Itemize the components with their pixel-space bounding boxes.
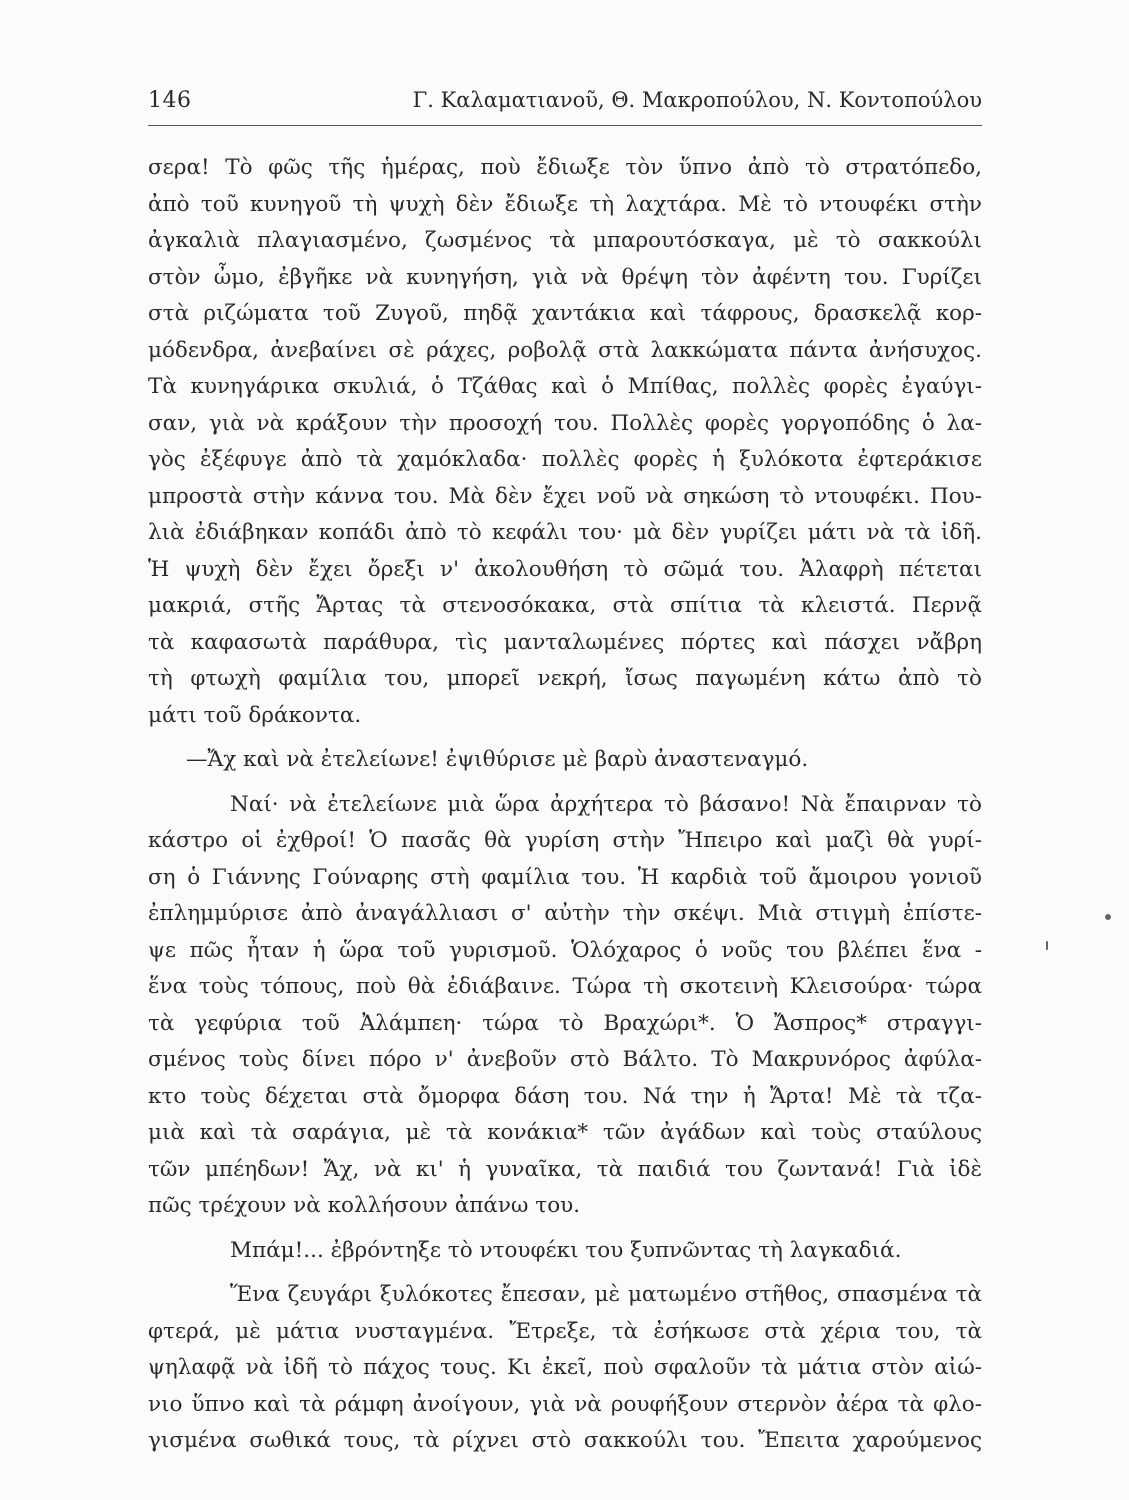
text-line: τὴ φτωχὴ φαμίλια του, μπορεῖ νεκρή, ἴσως παγωμένη κάτω ἀπὸ τὸ [148,666,982,691]
header-rule [148,125,982,126]
paragraph-3 [148,787,982,1225]
text-line: Ἡ ψυχὴ δὲν ἔχει ὄρεξι ν' ἀκολουθήση τὸ σῶμά του. Ἀλαφρὴ πέτεται [148,556,982,582]
paragraph-gap [148,779,982,787]
text-line: σαν, γιὰ νὰ κράξουν τὴν προσοχή του. Πολλὲς φορὲς γοργοπόδης ὁ λα- [148,410,982,436]
text-line: κάστρο οἱ ἐχθροί! Ὁ πασᾶς θὰ γυρίση στὴν Ἤπειρο καὶ μαζὶ θὰ γυρί- [148,828,982,853]
text-line: ἕνα τοὺς τόπους, ποὺ θὰ ἐδιάβαινε. Τώρα τὴ σκοτεινὴ Κλεισούρα· τώρα [148,974,982,999]
text-line: νιο ὕπνο καὶ τὰ ράμφη ἀνοίγουν, γιὰ νὰ ρουφήξουν στερνὸν ἀέρα τὰ φλο- [148,1391,982,1417]
margin-speck [1105,914,1111,920]
text-line: Ναί· νὰ ἐτελείωνε μιὰ ὥρα ἀρχήτερα τὸ βάσανο! Νὰ ἔπαιρναν τὸ [230,791,982,817]
text-line: ἀγκαλιὰ πλαγιασμένο, ζωσμένος τὰ μπαρουτόσκαγα, μὲ τὸ σακκούλι [148,228,982,253]
text-line: ψηλαφᾷ νὰ ἰδῆ τὸ πάχος τους. Κι ἐκεῖ, ποὺ σφαλοῦν τὰ μάτια στὸν αἰώ- [148,1355,982,1380]
text-line: Τὰ κυνηγάρικα σκυλιά, ὁ Τζάθας καὶ ὁ Μπίθας, πολλὲς φορὲς ἐγαύγι- [148,374,982,399]
text-line: ἀπὸ τοῦ κυνηγοῦ τὴ ψυχὴ δὲν ἔδιωξε τὴ λαχτάρα. Μὲ τὸ ντουφέκι στὴν [148,191,982,217]
text-line: μακριά, στῆς Ἄρτας τὰ στενοσόκακα, στὰ σπίτια τὰ κλειστά. Περνᾷ [148,593,982,618]
text-line: τὰ γεφύρια τοῦ Ἀλάμπεη· τώρα τὸ Βραχώρι*. Ὁ Ἄσπρος* στραγγι- [148,1010,982,1036]
paragraph-1 [148,150,982,734]
paragraph-gap [148,1269,982,1277]
text-line: ἐπλημμύρισε ἀπὸ ἀναγάλλιασι σ' αὐτὴν τὴν σκέψι. Μιὰ στιγμὴ ἐπίστε- [148,901,982,926]
page-header [148,88,982,120]
text-line: στὸν ὦμο, ἐβγῆκε νὰ κυνηγήση, γιὰ νὰ θρέψη τὸν ἀφέντη του. Γυρίζει [148,264,982,290]
text-line: Ἕνα ζευγάρι ξυλόκοτες ἔπεσαν, μὲ ματωμένο στῆθος, σπασμένα τὰ [230,1282,982,1307]
text-line: Μπάμ!... ἐβρόντηξε τὸ ντουφέκι του ξυπνῶντας τὴ λαγκαδιά. [230,1237,902,1263]
paragraph-gap [148,1225,982,1233]
paragraph-2 [148,742,982,779]
body-text [148,150,982,1453]
text-line: μάτι τοῦ δράκοντα. [148,702,362,728]
text-line: τὰ καφασωτὰ παράθυρα, τὶς μανταλωμένες πόρτες καὶ πάσχει νἄβρη [148,629,982,655]
text-line: μιὰ καὶ τὰ σαράγια, μὲ τὰ κονάκια* τῶν ἀγάδων καὶ τοὺς σταύλους [148,1120,982,1145]
text-line: κτο τοὺς δέχεται στὰ ὄμορφα δάση του. Νά την ἡ Ἄρτα! Μὲ τὰ τζα- [148,1083,982,1109]
text-line: γὸς ἐξέφυγε ἀπὸ τὰ χαμόκλαδα· πολλὲς φορὲς ἡ ξυλόκοτα ἐφτεράκισε [148,447,982,472]
margin-speck [1046,941,1048,950]
text-line: πῶς τρέχουν νὰ κολλήσουν ἀπάνω του. [148,1193,581,1218]
text-line: λιὰ ἐδιάβηκαν κοπάδι ἀπὸ τὸ κεφάλι του· μὰ δὲν γυρίζει μάτι νὰ τὰ ἰδῆ. [148,520,982,545]
paragraph-gap [148,734,982,742]
text-line: ση ὁ Γιάννης Γούναρης στὴ φαμίλια του. Ἡ καρδιὰ τοῦ ἄμοιρου γονιοῦ [148,864,982,890]
text-line: φτερά, μὲ μάτια νυσταγμένα. Ἔτρεξε, τὰ ἐσήκωσε στὰ χέρια του, τὰ [148,1318,982,1344]
text-line: μπροστὰ στὴν κάννα του. Μὰ δὲν ἔχει νοῦ νὰ σηκώση τὸ ντουφέκι. Που- [148,483,982,509]
text-line: σερα! Τὸ φῶς τῆς ἡμέρας, ποὺ ἔδιωξε τὸν ὕπνο ἀπὸ τὸ στρατόπεδο, [148,155,982,180]
running-head: Γ. Καλαματιανοῦ, Θ. Μακροπούλου, Ν. Κοντοπούλου [412,88,982,112]
paragraph-5 [148,1277,982,1460]
paragraph-4 [148,1233,982,1270]
text-line: τῶν μπέηδων! Ἄχ, νὰ κι' ἡ γυναῖκα, τὰ παιδιά του ζωντανά! Γιὰ ἰδὲ [148,1156,982,1182]
text-line: στὰ ριζώματα τοῦ Ζυγοῦ, πηδᾷ χαντάκια καὶ τάφρους, δρασκελᾷ κορ- [148,301,982,326]
text-line: γισμένα σωθικά τους, τὰ ρίχνει στὸ σακκούλι του. Ἔπειτα χαρούμενος [148,1428,982,1453]
text-line: μόδενδρα, ἀνεβαίνει σὲ ράχες, ροβολᾷ στὰ λακκώματα πάντα ἀνήσυχος. [148,337,982,363]
text-line: ψε πῶς ἦταν ἡ ὥρα τοῦ γυρισμοῦ. Ὁλόχαρος ὁ νοῦς του βλέπει ἕνα - [148,937,982,963]
text-line: —Ἄχ καὶ νὰ ἐτελείωνε! ἐψιθύρισε μὲ βαρὺ ἀναστεναγμό. [186,747,809,772]
page-number: 146 [148,88,192,113]
text-line: σμένος τοὺς δίνει πόρο ν' ἀνεβοῦν στὸ Βάλτο. Τὸ Μακρυνόρος ἀφύλα- [148,1047,982,1072]
